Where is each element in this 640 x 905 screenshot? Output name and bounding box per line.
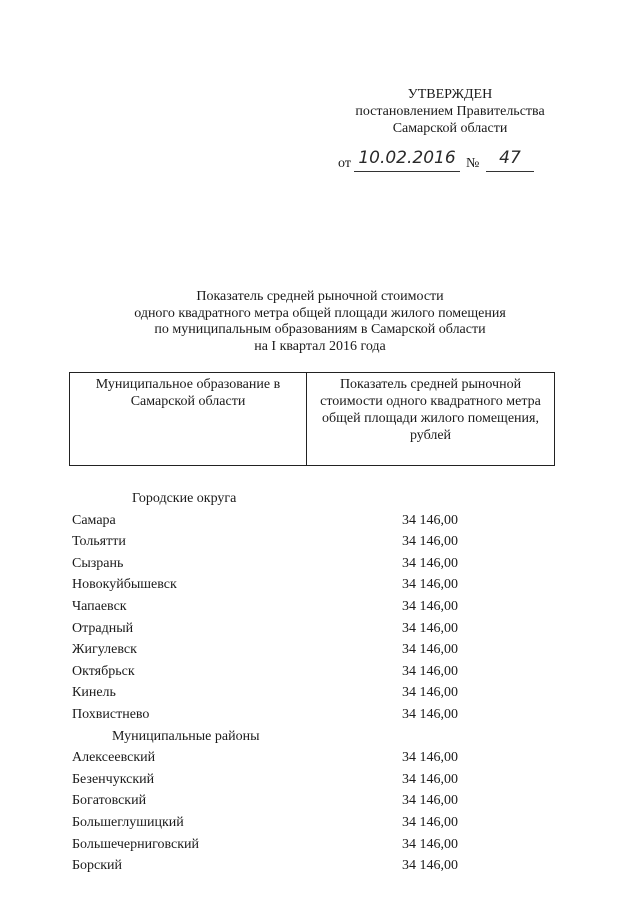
table-row <box>0 574 640 596</box>
row-name: Новокуйбышевск <box>72 577 177 593</box>
table-body <box>0 488 640 877</box>
row-name: Жигулевск <box>72 642 137 658</box>
row-name: Большеглушицкий <box>72 814 184 830</box>
decree-number-sign: № <box>466 156 480 171</box>
table-row <box>0 769 640 791</box>
approval-region: Самарской области <box>392 121 508 136</box>
decree-prefix: от <box>338 156 351 171</box>
table-header <box>69 372 555 466</box>
row-value: 34 146,00 <box>402 836 458 852</box>
approval-block <box>330 86 570 137</box>
decree-number: 47 <box>486 148 534 172</box>
header-col2-line1: Показатель средней рыночной <box>339 377 522 392</box>
row-value: 34 146,00 <box>402 814 458 830</box>
decree-date: 10.02.2016 <box>354 148 460 172</box>
row-value: 34 146,00 <box>402 663 458 679</box>
row-name: Большечерниговский <box>72 836 200 852</box>
row-name: Октябрьск <box>72 663 135 679</box>
row-value: 34 146,00 <box>402 685 458 701</box>
header-price-column <box>307 373 554 465</box>
row-name: Самара <box>72 512 116 528</box>
section-label: Городские округа <box>132 491 237 506</box>
table-row <box>0 704 640 726</box>
row-value: 34 146,00 <box>402 642 458 658</box>
row-name: Борский <box>72 858 123 874</box>
row-name: Кинель <box>72 685 116 701</box>
header-col2-line3: общей площади жилого помещения, <box>322 411 539 426</box>
section-heading-municipal <box>0 726 640 748</box>
header-col2-line2: стоимости одного квадратного метра <box>320 394 541 409</box>
table-row <box>0 812 640 834</box>
table-row <box>0 747 640 769</box>
row-value: 34 146,00 <box>402 620 458 636</box>
row-name: Сызрань <box>72 555 124 571</box>
approval-heading: УТВЕРЖДЕН <box>407 87 493 102</box>
row-name: Алексеевский <box>72 750 156 766</box>
title-line-1: Показатель средней рыночной стоимости <box>196 289 444 304</box>
row-name: Безенчукский <box>72 771 155 787</box>
header-col2-line4: рублей <box>409 428 452 443</box>
row-name: Чапаевск <box>72 598 127 614</box>
table-row <box>0 855 640 877</box>
decree-date-line <box>338 148 548 174</box>
section-label: Муниципальные районы <box>112 728 260 744</box>
header-municipality-column <box>70 373 307 465</box>
table-row <box>0 639 640 661</box>
row-value: 34 146,00 <box>402 750 458 766</box>
row-name: Отрадный <box>72 620 134 636</box>
approval-authority: постановлением Правительства <box>355 104 545 119</box>
table-row <box>0 618 640 640</box>
row-name: Богатовский <box>72 793 147 809</box>
table-row <box>0 661 640 683</box>
header-col1-line2: Самарской области <box>130 394 246 409</box>
header-col1-line1: Муниципальное образование в <box>95 377 281 392</box>
title-line-3: по муниципальным образованиям в Самарской области <box>154 322 486 338</box>
table-row <box>0 682 640 704</box>
row-value: 34 146,00 <box>402 706 458 722</box>
row-value: 34 146,00 <box>402 534 458 550</box>
title-line-2: одного квадратного метра общей площади жилого помещения <box>134 305 506 321</box>
table-row <box>0 834 640 856</box>
section-heading-urban <box>0 488 640 510</box>
table-row <box>0 790 640 812</box>
title-line-4: на I квартал 2016 года <box>254 338 386 354</box>
document-title <box>100 289 540 355</box>
row-value: 34 146,00 <box>402 555 458 571</box>
row-value: 34 146,00 <box>402 512 458 528</box>
row-value: 34 146,00 <box>402 771 458 787</box>
row-value: 34 146,00 <box>402 598 458 614</box>
row-name: Тольятти <box>72 534 126 550</box>
table-row <box>0 510 640 532</box>
table-row <box>0 531 640 553</box>
row-name: Похвистнево <box>72 706 150 722</box>
row-value: 34 146,00 <box>402 793 458 809</box>
row-value: 34 146,00 <box>402 858 458 874</box>
table-row <box>0 596 640 618</box>
row-value: 34 146,00 <box>402 577 458 593</box>
table-row <box>0 553 640 575</box>
